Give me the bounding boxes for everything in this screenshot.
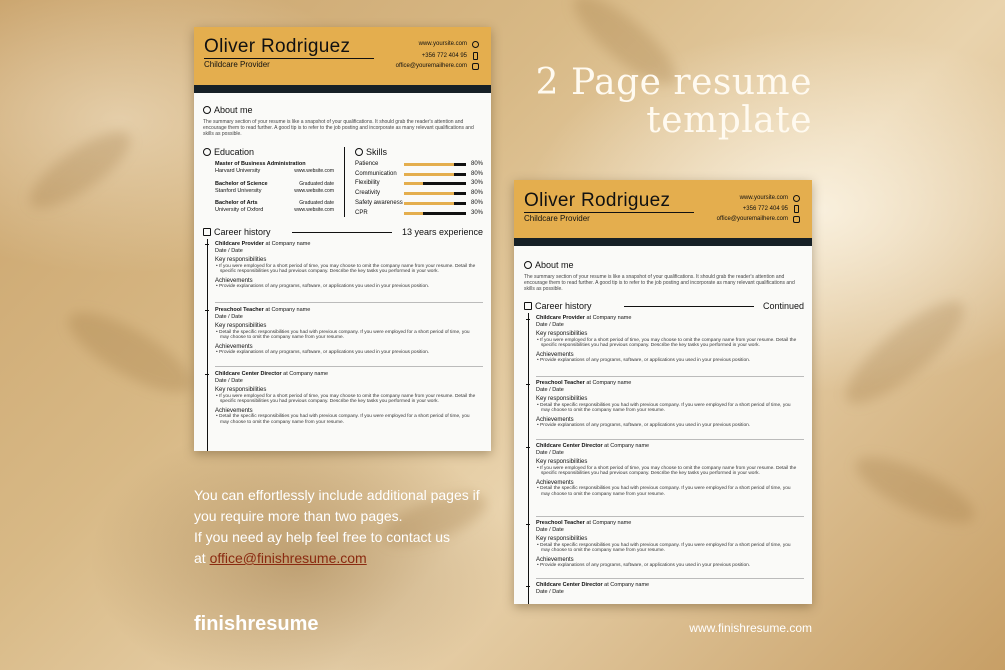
skill-bar bbox=[404, 182, 466, 185]
key-resp-label: Key responsibilities bbox=[536, 536, 588, 542]
about-text: The summary section of your resume is like a snapshot of your qualifications. It should grab the reader's attention and encourage them to read further. A good tip is to refer to the job posting and incorporate as many relevant qualifications and skills as possible. bbox=[524, 274, 795, 292]
mail-icon bbox=[793, 216, 800, 223]
achievements-label: Achievements bbox=[536, 556, 574, 563]
contact-website: www.yoursite.com bbox=[739, 195, 788, 201]
ach-bullet: • Provide explanations of any programs, software, or applications you used in your previous position. bbox=[537, 423, 751, 429]
info-line-4 bbox=[194, 548, 494, 569]
resp-text: Detail the specific responsibilities you had with previous company. If you were employed for a short period of time, you may choose to omit the company name from your resume. bbox=[540, 542, 791, 554]
school: University of Oxford bbox=[215, 207, 264, 213]
ach-bullet: • Provide explanations of any programs, software, or applications you used in your previous position. bbox=[537, 358, 751, 364]
resume-role: Childcare Provider bbox=[204, 60, 270, 69]
education-meta bbox=[294, 181, 334, 195]
about-title: About me bbox=[535, 260, 574, 270]
career-rule bbox=[624, 306, 754, 307]
job-date: Date / Date bbox=[215, 247, 243, 254]
achievements-label: Achievements bbox=[215, 343, 253, 350]
contact-phone: +356 772 404 95 bbox=[742, 206, 788, 212]
ach-text: Provide explanations of any programs, software, or applications you used in your previous position. bbox=[540, 423, 751, 429]
globe-icon bbox=[203, 106, 211, 114]
education-meta bbox=[294, 200, 334, 214]
resp-bullet: • Detail the specific responsibilities you had with previous company. If you were employed for a short period of time, you may choose to omit the company name from your resume. bbox=[537, 402, 791, 414]
leaf-shadow bbox=[19, 119, 140, 221]
job-title: Childcare Center Director bbox=[215, 371, 282, 377]
job-company: at Company name bbox=[584, 520, 632, 526]
skill-percent: 30% bbox=[471, 209, 484, 216]
skill-name: Flexibility bbox=[355, 180, 380, 187]
education-meta bbox=[294, 161, 334, 175]
degree: Bachelor of Arts bbox=[215, 200, 258, 206]
achievements-label: Achievements bbox=[536, 351, 574, 358]
job-entry bbox=[215, 371, 477, 425]
skill-name: CPR bbox=[355, 209, 368, 216]
globe-icon bbox=[793, 195, 800, 202]
ach-bullet: • Detail the specific responsibilities you had with previous company. If you were employed for a short period of time, you may choose to omit the company name from your resume. bbox=[537, 486, 791, 497]
resume-page-2 bbox=[514, 180, 812, 604]
achievements-label: Achievements bbox=[215, 277, 253, 284]
ach-text: Provide explanations of any programs, software, or applications you used in your previous position. bbox=[219, 350, 430, 356]
resp-bullet: • If you were employed for a short period of time, you may choose to omit the company name from your resume. Detail the specific responsibilities you had previous company. Describe the key tasks you performed in your work. bbox=[216, 263, 476, 275]
career-title: Career history bbox=[535, 301, 592, 311]
job-company: at Company name bbox=[263, 241, 311, 247]
ach-text: Provide explanations of any programs, software, or applications you used in your previous position. bbox=[540, 358, 751, 364]
timeline-tick bbox=[526, 319, 530, 320]
timeline bbox=[528, 313, 529, 604]
resp-text: If you were employed for a short period of time, you may choose to omit the company name from your resume. Detail the specific responsibilities you had previous company. Describe the key tasks you performed in your work. bbox=[219, 263, 476, 275]
edu-site: www.website.com bbox=[294, 207, 334, 213]
job-company: at Company name bbox=[584, 315, 632, 321]
job-separator bbox=[536, 439, 804, 440]
job-company: at Company name bbox=[602, 443, 650, 449]
job-company: at Company name bbox=[602, 582, 650, 588]
skill-bar-fill bbox=[404, 192, 454, 195]
timeline-tick bbox=[205, 310, 209, 311]
resume-page-1 bbox=[194, 27, 491, 451]
timeline-tick bbox=[205, 244, 209, 245]
job-title: Preschool Teacher bbox=[536, 520, 585, 526]
skill-percent: 80% bbox=[471, 190, 484, 197]
job-separator bbox=[536, 376, 804, 377]
job-title: Childcare Center Director bbox=[536, 582, 603, 588]
skill-name: Safety awareness bbox=[355, 199, 403, 206]
key-resp-label: Key responsibilities bbox=[536, 396, 588, 402]
job-entry bbox=[536, 520, 798, 569]
resp-text: Detail the specific responsibilities you had with previous company. If you were employed for a short period of time, you may choose to omit the company name from your resume. bbox=[219, 329, 470, 341]
skills-title: Skills bbox=[366, 147, 388, 157]
job-separator bbox=[536, 578, 804, 579]
info-line-2: you require more than two pages. bbox=[194, 508, 403, 524]
globe-icon bbox=[524, 261, 532, 269]
ach-text: Detail the specific responsibilities you had with previous company. If you were employed for a short period of time, you may choose to omit the company name from your resume. bbox=[219, 414, 470, 425]
contact-email-link[interactable]: office@finishresume.com bbox=[209, 550, 367, 566]
about-text: The summary section of your resume is like a snapshot of your qualifications. It should grab the reader's attention and encourage them to read further. A good tip is to refer to the job posting and incorporate as many relevant qualifications and skills as possible. bbox=[203, 119, 474, 137]
degree: Bachelor of Science bbox=[215, 181, 268, 187]
degree: Master of Business Administration bbox=[215, 161, 306, 167]
skill-name: Patience bbox=[355, 161, 379, 167]
skill-bar-fill bbox=[404, 182, 423, 185]
resp-text: Detail the specific responsibilities you had with previous company. If you were employed for a short period of time, you may choose to omit the company name from your resume. bbox=[540, 402, 791, 414]
site-url[interactable]: www.finishresume.com bbox=[689, 621, 812, 635]
globe-icon bbox=[472, 41, 479, 48]
resp-bullet: • If you were employed for a short period of time, you may choose to omit the company name from your resume. Detail the specific responsibilities you had previous company. Describe the key tasks you performed in your work. bbox=[537, 465, 797, 477]
resp-bullet: • If you were employed for a short period of time, you may choose to omit the company name from your resume. Detail the specific responsibilities you had previous company. Describe the key tasks you performed in your work. bbox=[216, 393, 476, 405]
info-line-3: If you need ay help feel free to contact us bbox=[194, 529, 451, 545]
resp-bullet: • Detail the specific responsibilities you had with previous company. If you were employed for a short period of time, you may choose to omit the company name from your resume. bbox=[216, 329, 470, 341]
edu-site: www.website.com bbox=[294, 188, 334, 194]
timeline-tick bbox=[205, 374, 209, 375]
job-entry bbox=[215, 307, 477, 356]
name-underline bbox=[524, 212, 694, 213]
phone-icon bbox=[794, 205, 799, 213]
phone-icon bbox=[473, 52, 478, 60]
job-title: Childcare Provider bbox=[536, 315, 585, 321]
job-title: Preschool Teacher bbox=[536, 380, 585, 386]
key-resp-label: Key responsibilities bbox=[215, 257, 267, 263]
about-title: About me bbox=[214, 105, 253, 115]
career-continued: Continued bbox=[762, 301, 804, 311]
job-entry bbox=[536, 380, 798, 429]
ach-text: Provide explanations of any programs, software, or applications you used in your previous position. bbox=[540, 563, 751, 569]
school: Harvard University bbox=[215, 168, 261, 174]
career-years: 13 years experience bbox=[401, 227, 483, 237]
job-title: Preschool Teacher bbox=[215, 307, 264, 313]
resp-text: If you were employed for a short period of time, you may choose to omit the company name from your resume. Detail the specific responsibilities you had previous company. Describe the key tasks you performed in your work. bbox=[540, 465, 797, 477]
skill-percent: 80% bbox=[471, 170, 484, 177]
skill-name: Creativity bbox=[355, 190, 381, 197]
grad-date: Graduated date bbox=[299, 200, 334, 206]
clipboard-icon bbox=[203, 228, 211, 236]
job-date: Date / Date bbox=[536, 386, 564, 393]
job-company: at Company name bbox=[263, 307, 311, 313]
info-line-1: You can effortlessly include additional pages if bbox=[194, 487, 480, 503]
timeline-tick bbox=[526, 586, 530, 587]
job-date: Date / Date bbox=[536, 321, 564, 328]
leaf-shadow bbox=[58, 298, 202, 407]
timeline-tick bbox=[526, 524, 530, 525]
job-title: Childcare Center Director bbox=[536, 443, 603, 449]
resume-name: Oliver Rodriguez bbox=[204, 36, 351, 57]
contact-website: www.yoursite.com bbox=[418, 41, 467, 47]
timeline-tick bbox=[526, 384, 530, 385]
resume-role: Childcare Provider bbox=[524, 214, 590, 223]
skill-percent: 80% bbox=[471, 161, 484, 167]
job-entry bbox=[536, 582, 798, 595]
contact-email: office@youremailhere.com bbox=[395, 63, 467, 69]
info-at: at bbox=[194, 550, 210, 566]
clipboard-icon bbox=[524, 302, 532, 310]
name-underline bbox=[204, 58, 374, 59]
resp-bullet: • Detail the specific responsibilities you had with previous company. If you were employed for a short period of time, you may choose to omit the company name from your resume. bbox=[537, 542, 791, 554]
career-title: Career history bbox=[214, 227, 271, 237]
job-entry bbox=[536, 443, 798, 497]
skill-bar-fill bbox=[404, 212, 423, 215]
skill-percent: 80% bbox=[471, 199, 484, 206]
headline-line-2: template bbox=[646, 100, 812, 141]
leaf-shadow bbox=[833, 287, 977, 418]
gear-icon bbox=[355, 148, 363, 156]
resp-text: If you were employed for a short period of time, you may choose to omit the company name from your resume. Detail the specific responsibilities you had previous company. Describe the key tasks you performed in your work. bbox=[540, 337, 797, 349]
skill-bar-fill bbox=[404, 202, 454, 205]
key-resp-label: Key responsibilities bbox=[536, 459, 588, 465]
headline-line-1: 2 Page resume bbox=[535, 62, 812, 103]
leaf-shadow bbox=[848, 444, 983, 535]
info-text bbox=[194, 485, 494, 569]
ach-bullet: • Detail the specific responsibilities you had with previous company. If you were employed for a short period of time, you may choose to omit the company name from your resume. bbox=[216, 414, 470, 425]
ach-text: Detail the specific responsibilities you had with previous company. If you were employed for a short period of time, you may choose to omit the company name from your resume. bbox=[540, 486, 791, 497]
job-company: at Company name bbox=[281, 371, 329, 377]
contact-phone: +356 772 404 95 bbox=[421, 53, 467, 59]
key-resp-label: Key responsibilities bbox=[536, 331, 588, 337]
job-date: Date / Date bbox=[215, 313, 243, 320]
dark-band bbox=[194, 85, 491, 93]
job-entry bbox=[215, 241, 477, 290]
ach-bullet: • Provide explanations of any programs, software, or applications you used in your previous position. bbox=[216, 284, 430, 290]
achievements-label: Achievements bbox=[215, 407, 253, 414]
skill-bar-fill bbox=[404, 163, 454, 166]
resp-bullet: • If you were employed for a short period of time, you may choose to omit the company name from your resume. Detail the specific responsibilities you had previous company. Describe the key tasks you performed in your work. bbox=[537, 337, 797, 349]
ach-bullet: • Provide explanations of any programs, software, or applications you used in your previous position. bbox=[216, 350, 430, 356]
skill-bar bbox=[404, 173, 466, 176]
skill-bar bbox=[404, 212, 466, 215]
dark-band bbox=[514, 238, 812, 246]
job-date: Date / Date bbox=[536, 526, 564, 533]
job-date: Date / Date bbox=[536, 449, 564, 456]
career-rule bbox=[292, 232, 392, 233]
job-separator bbox=[215, 366, 483, 367]
skill-percent: 30% bbox=[471, 180, 484, 187]
headline bbox=[536, 64, 812, 140]
skill-bar bbox=[404, 163, 466, 166]
skill-bar bbox=[404, 202, 466, 205]
skill-name: Communication bbox=[355, 170, 397, 177]
graduation-cap-icon bbox=[203, 148, 211, 156]
divider bbox=[344, 147, 345, 217]
contact-email: office@youremailhere.com bbox=[716, 216, 788, 222]
mail-icon bbox=[472, 63, 479, 70]
school: Stanford University bbox=[215, 188, 262, 194]
timeline-tick bbox=[526, 447, 530, 448]
education-title: Education bbox=[214, 147, 255, 157]
grad-date: Graduated date bbox=[299, 181, 334, 187]
job-company: at Company name bbox=[584, 380, 632, 386]
job-separator bbox=[215, 302, 483, 303]
job-title: Childcare Provider bbox=[215, 241, 264, 247]
achievements-label: Achievements bbox=[536, 416, 574, 423]
job-separator bbox=[536, 516, 804, 517]
achievements-label: Achievements bbox=[536, 479, 574, 486]
ach-bullet: • Provide explanations of any programs, software, or applications you used in your previous position. bbox=[537, 563, 751, 569]
edu-site: www.website.com bbox=[294, 168, 334, 174]
skill-bar-fill bbox=[404, 173, 454, 176]
job-date: Date / Date bbox=[215, 377, 243, 384]
brand-logo: finishresume bbox=[194, 613, 319, 635]
key-resp-label: Key responsibilities bbox=[215, 323, 267, 329]
job-date: Date / Date bbox=[536, 588, 564, 595]
job-entry bbox=[536, 315, 798, 364]
resp-text: If you were employed for a short period of time, you may choose to omit the company name from your resume. Detail the specific responsibilities you had previous company. Describe the key tasks you performed in your work. bbox=[219, 393, 476, 405]
key-resp-label: Key responsibilities bbox=[215, 387, 267, 393]
skill-bar bbox=[404, 192, 466, 195]
ach-text: Provide explanations of any programs, software, or applications you used in your previous position. bbox=[219, 284, 430, 290]
resume-name: Oliver Rodriguez bbox=[524, 190, 671, 211]
timeline bbox=[207, 239, 208, 451]
